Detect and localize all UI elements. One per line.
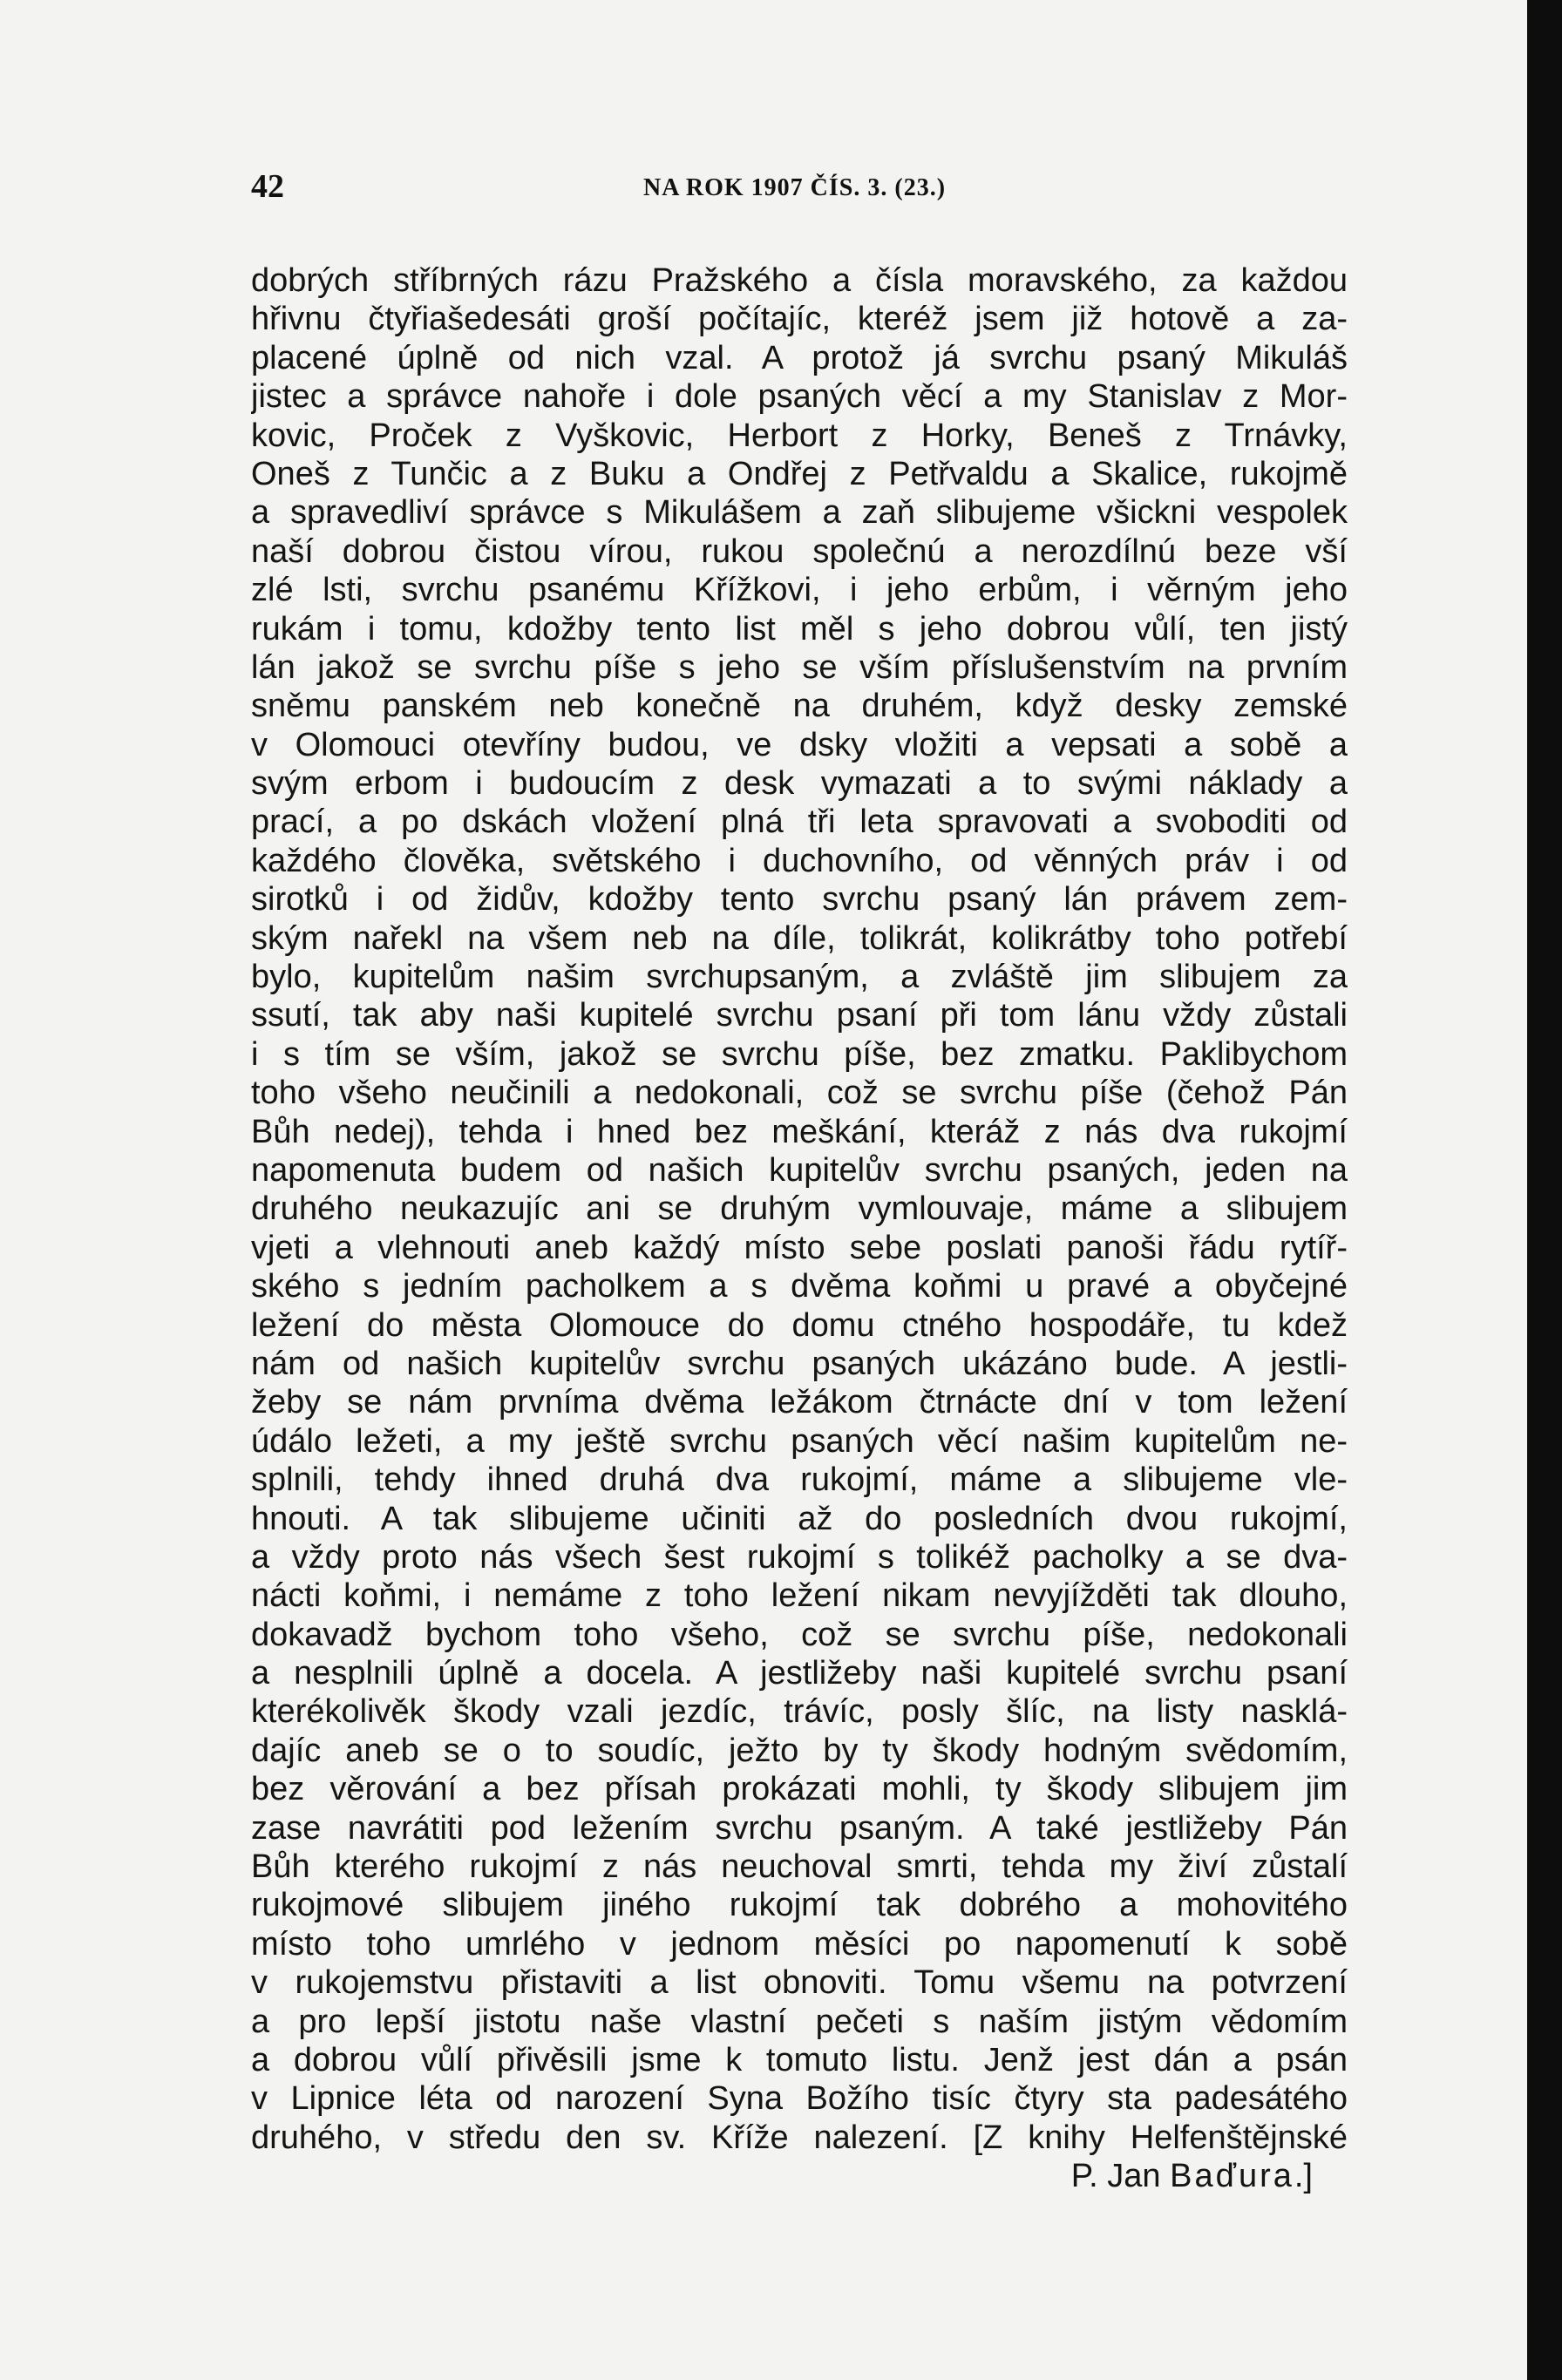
text-line: dokavadž bychom toho všeho, což se svrchu píše, nedokonali bbox=[251, 1616, 1348, 1653]
text-line: bylo, kupitelům našim svrchupsaným, a zvláště jim slibujem za bbox=[251, 959, 1348, 996]
body-text bbox=[251, 261, 1348, 2196]
text-line: dajíc aneb se o to soudíc, ježto by ty škody hodným svědomím, bbox=[251, 1732, 1348, 1769]
text-line: údálo ležeti, a my ještě svrchu psaných věcí našim kupitelům ne- bbox=[251, 1422, 1348, 1460]
text-line: kovic, Proček z Vyškovic, Herbort z Horky, Beneš z Trnávky, bbox=[251, 417, 1348, 454]
text-line: rukám i tomu, kdožby tento list měl s jeho dobrou vůlí, ten jistý bbox=[251, 610, 1348, 648]
text-line: nácti koňmi, i nemáme z toho ležení nikam nevyjížděti tak dlouho, bbox=[251, 1577, 1348, 1615]
signature-initial: P. Jan bbox=[1070, 2158, 1161, 2195]
text-line: hřivnu čtyřiašedesáti groší počítajíc, kteréž jsem již hotově a za- bbox=[251, 301, 1348, 338]
text-line: placené úplně od nich vzal. A protož já svrchu psaný Mikuláš bbox=[251, 339, 1348, 376]
text-line: v Olomouci otevříny budou, ve dsky vložiti a vepsati a sobě a bbox=[251, 726, 1348, 763]
text-line: sněmu panském neb konečně na druhém, když desky zemské bbox=[251, 688, 1348, 725]
signature-closing: .] bbox=[1294, 2158, 1313, 2195]
text-line: prací, a po dskách vložení plná tři leta spravovati a svoboditi od bbox=[251, 804, 1348, 841]
text-line: jistec a správce nahoře i dole psaných věcí a my Stanislav z Mor- bbox=[251, 378, 1348, 416]
text-line: v rukojemstvu přistaviti a list obnoviti. Tomu všemu na potvrzení bbox=[251, 1964, 1348, 2002]
running-head: NA ROK 1907 ČÍS. 3. (23.) bbox=[643, 174, 947, 201]
text-line: rukojmové slibujem jiného rukojmí tak dobrého a mohovitého bbox=[251, 1887, 1348, 1924]
text-line: toho všeho neučinili a nedokonali, což se svrchu píše (čehož Pán bbox=[251, 1075, 1348, 1112]
text-line: místo toho umrlého v jednom měsíci po napomenutí k sobě bbox=[251, 1925, 1348, 1963]
text-line: v Lipnice léta od narození Syna Božího tisíc čtyry sta padesátého bbox=[251, 2080, 1348, 2118]
text-line: ssutí, tak aby naši kupitelé svrchu psaní při tom lánu vždy zůstali bbox=[251, 997, 1348, 1034]
text-line: naší dobrou čistou vírou, rukou společnú a nerozdílnú beze vší bbox=[251, 532, 1348, 570]
text-line: splnili, tehdy ihned druhá dva rukojmí, máme a slibujeme vle- bbox=[251, 1461, 1348, 1499]
text-line: a pro lepší jistotu naše vlastní pečeti s naším jistým vědomím bbox=[251, 2003, 1348, 2040]
text-line: Bůh kterého rukojmí z nás neuchoval smrti, tehda my živí zůstalí bbox=[251, 1848, 1348, 1886]
text-line: a dobrou vůlí přivěsili jsme k tomuto listu. Jenž jest dán a psán bbox=[251, 2041, 1348, 2078]
text-line: Bůh nedej), tehda i hned bez meškání, kteráž z nás dva rukojmí bbox=[251, 1113, 1348, 1150]
scan-edge bbox=[1527, 0, 1562, 2380]
text-line: druhého neukazujíc ani se druhým vymlouvaje, máme a slibujem bbox=[251, 1190, 1348, 1228]
text-lines bbox=[251, 261, 1348, 2157]
text-line: každého člověka, světského i duchovního, od věnných práv i od bbox=[251, 842, 1348, 879]
text-line: svým erbom i budoucím z desk vymazati a to svými náklady a bbox=[251, 765, 1348, 803]
text-line: zlé lsti, svrchu psanému Křížkovi, i jeho erbům, i věrným jeho bbox=[251, 572, 1348, 609]
text-line: lán jakož se svrchu píše s jeho se vším příslušenstvím na prvním bbox=[251, 648, 1348, 686]
text-line: Oneš z Tunčic a z Buku a Ondřej z Petřvaldu a Skalice, rukojmě bbox=[251, 455, 1348, 492]
page-number: 42 bbox=[251, 168, 284, 205]
text-line: druhého, v středu den sv. Kříže nalezení. [Z knihy Helfenštějnské bbox=[251, 2119, 1348, 2156]
text-line: a spravedliví správce s Mikulášem a zaň slibujeme všickni vespolek bbox=[251, 494, 1348, 532]
text-line: hnouti. A tak slibujeme učiniti až do posledních dvou rukojmí, bbox=[251, 1500, 1348, 1537]
text-line: ského s jedním pacholkem a s dvěma koňmi u pravé a obyčejné bbox=[251, 1268, 1348, 1305]
text-line: nám od našich kupitelův svrchu psaných ukázáno bude. A jestli- bbox=[251, 1345, 1348, 1382]
text-line: dobrých stříbrných rázu Pražského a čísla moravského, za každou bbox=[251, 262, 1348, 299]
text-line: zase navrátiti pod ležením svrchu psaným. A také jestližeby Pán bbox=[251, 1809, 1348, 1847]
signature-surname: Baďura bbox=[1170, 2158, 1294, 2195]
text-line: a nesplnili úplně a docela. A jestližeby naši kupitelé svrchu psaní bbox=[251, 1655, 1348, 1692]
text-line: sirotků i od židův, kdožby tento svrchu psaný lán právem zem- bbox=[251, 881, 1348, 919]
text-line: vjeti a vlehnouti aneb každý místo sebe poslati panoši řádu rytíř- bbox=[251, 1229, 1348, 1266]
text-line: bez věrování a bez přísah prokázati mohli, ty škody slibujem jim bbox=[251, 1771, 1348, 1808]
text-line: i s tím se vším, jakož se svrchu píše, bez zmatku. Paklibychom bbox=[251, 1035, 1348, 1073]
text-line: ležení do města Olomouce do domu ctného hospodáře, tu kdež bbox=[251, 1306, 1348, 1344]
text-line: napomenuta budem od našich kupitelův svrchu psaných, jeden na bbox=[251, 1151, 1348, 1189]
page-header bbox=[251, 166, 1349, 218]
text-line: ským nařekl na všem neb na díle, tolikrát, kolikrátby toho potřebí bbox=[251, 919, 1348, 957]
signature bbox=[251, 2157, 1348, 2195]
text-line: žeby se nám prvníma dvěma ležákom čtrnácte dní v tom ležení bbox=[251, 1384, 1348, 1421]
text-line: kterékolivěk škody vzali jezdíc, trávíc, posly šlíc, na listy nasklá- bbox=[251, 1693, 1348, 1731]
text-line: a vždy proto nás všech šest rukojmí s tolikéž pacholky a se dva- bbox=[251, 1538, 1348, 1576]
